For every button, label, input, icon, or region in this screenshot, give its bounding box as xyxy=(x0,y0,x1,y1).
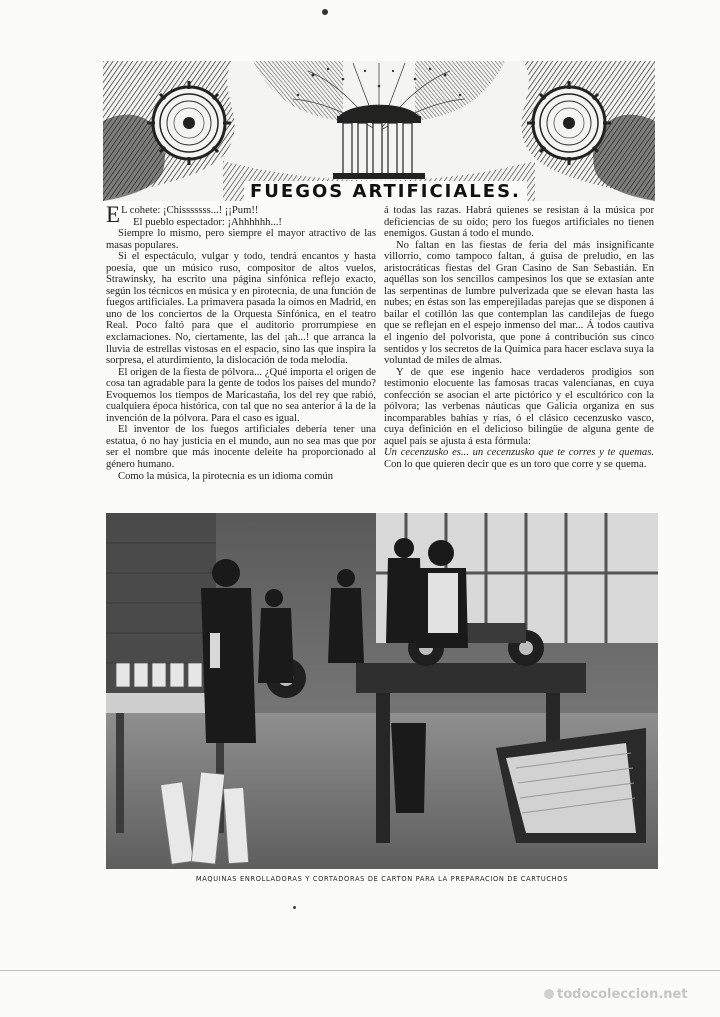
paragraph: El inventor de los fuegos artificiales debería tener una estatua, ó no hay justicia en el mundo, aun no sea mas que por ser el nombre que más inocente deleite ha proporcionado al género humano. xyxy=(106,424,376,471)
print-mark xyxy=(293,906,296,909)
watermark xyxy=(544,987,688,1002)
paragraph: Y de que ese ingenio hace verdaderos prodigios son testimonio elocuente las famosas tracas valencianas, en cuya confección se asocian el arte pictórico y el escultórico con la pólvora; las verbenas náuticas que Galicia organiza en sus incomparables bahías y rías, ó el clásico cecenzusko vasco, cuya definición en el delicioso bilingüe de alguna gente de aquel país se ajusta á esta fórmula: xyxy=(384,366,654,447)
paragraph: Si el espectáculo, vulgar y todo, tendrá encantos y hasta poesía, que un músico ruso, compositor de altos vuelos, Strawinsky, ha escrito una página sinfónica reflejo exacto, según los técnicos en música y en pirotecnia, de una función de fuegos artificiales. La primavera pasada la oímos en Madrid, en uno de los conciertos de la Orquesta Sinfónica, en el teatro Real. Poco faltó para que el auditorio prorrumpiese en exclamaciones. No, ciertamente, las del ¡ah...! que arranca la lluvia de estrellas vistosas en el espacio, sino las que inspira la sorpresa, el aturdimiento, la dislocación de toda melodía. xyxy=(106,251,376,367)
italic-quote: Un cecenzusko es... un cecenzusko que te corres y te quemas. xyxy=(384,447,654,459)
divider xyxy=(0,970,720,971)
paragraph: á todas las razas. Habrá quienes se resistan á la música por deficiencias de su oído; pero los fuegos artificiales no tienen enemigos. Gustan á todo el mundo. xyxy=(384,205,654,240)
paragraph-text: Con lo que quieren decir que es un toro que corre y se quema. xyxy=(384,459,647,471)
article-title: FUEGOS ARTIFICIALES. xyxy=(244,181,527,203)
print-mark xyxy=(322,9,328,15)
fireworks-engraving xyxy=(103,61,655,201)
watermark-text: todocoleccion.net xyxy=(557,987,688,1002)
paragraph: Siempre lo mismo, pero siempre el mayor atractivo de las masas populares. xyxy=(106,228,376,251)
factory-photograph xyxy=(106,513,658,869)
paragraph: El pueblo espectador: ¡Ahhhhhh...! xyxy=(133,216,282,228)
header-illustration xyxy=(103,61,655,201)
drop-cap: E xyxy=(106,202,121,227)
paragraph: El origen de la fiesta de pólvora... ¿Qué importa el origen de cosa tan agradable para la gente de todos los países del mundo? Evoquemos los tiempos de Maricastaña, los del rey que rabió, cualquiera época histórica, con tal que no sea anterior á la de la invención de la pólvora. Para el caso es igual. xyxy=(106,366,376,424)
paragraph xyxy=(384,447,654,470)
text-column-left xyxy=(106,202,376,482)
text-column-right xyxy=(384,205,654,471)
paragraph: Como la música, la pirotecnia es un idioma común xyxy=(118,470,334,482)
paragraph: No faltan en las fiestas de feria del más insignificante villorrio, como tampoco faltan, á guisa de preludio, en las aristocráticas fiestas del Gran Casino de San Sebastián. En aquéllas son los sencillos campesinos los que se extasían ante las serpentinas de lumbre pulverizada que se elevan hasta las nubes; en éstas son las emperejiladas parejas que se disponen á bailar el cotillón las que contemplan las candilejas de fuego que se reflejan en el espejo inmenso del mar... Á todos cautiva el ingenio del polvorista, que pone á contribución sus cinco sentidos y los secretos de la Química para hacer esclava suya la voluntad de miles de almas. xyxy=(384,239,654,367)
watermark-logo-icon xyxy=(544,989,554,999)
photo-caption: MAQUINAS ENROLLADORAS Y CORTADORAS DE CARTON PARA LA PREPARACION DE CARTUCHOS xyxy=(195,875,569,883)
workshop-photo-illustration xyxy=(106,513,658,869)
paragraph-text: L cohete: ¡Chisssssss...! ¡¡Pum!! xyxy=(121,205,259,216)
